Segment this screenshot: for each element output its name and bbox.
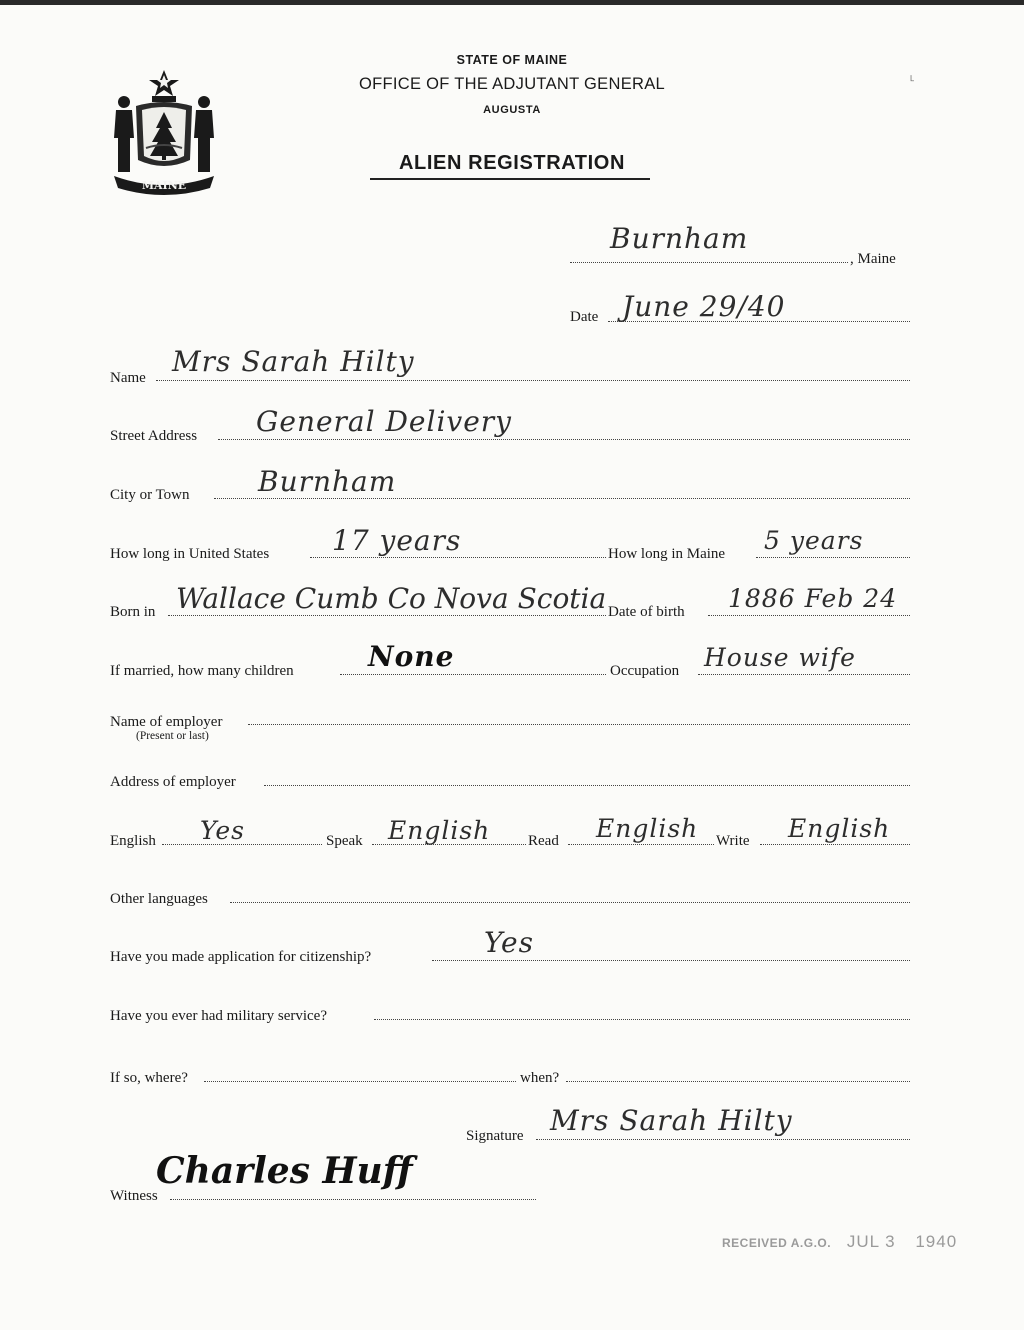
place-value: Burnham <box>610 222 749 255</box>
english-value: Yes <box>200 816 245 845</box>
received-stamp <box>722 1232 957 1252</box>
stamp-year: 1940 <box>915 1232 958 1251</box>
how-long-us-line <box>310 557 606 558</box>
date-label: Date <box>570 309 599 325</box>
english-label: English <box>110 833 156 849</box>
signature-label: Signature <box>466 1128 524 1144</box>
city-or-town-line <box>214 498 910 499</box>
signature-line <box>536 1139 910 1140</box>
how-long-maine-line <box>756 557 910 558</box>
speak-value: English <box>388 816 491 845</box>
where-label: If so, where? <box>110 1070 188 1086</box>
citizenship-line <box>432 960 910 961</box>
margin-mark: ˪ <box>910 70 915 85</box>
how-long-maine-label: How long in Maine <box>608 546 726 562</box>
name-label: Name <box>110 370 146 386</box>
header-state: STATE OF MAINE <box>456 53 568 67</box>
name-value: Mrs Sarah Hilty <box>172 345 415 378</box>
place-suffix: , Maine <box>850 251 896 267</box>
read-line <box>568 844 714 845</box>
read-value: English <box>596 814 699 843</box>
how-long-us-label: How long in United States <box>110 546 270 562</box>
name-line <box>156 380 910 381</box>
when-label: when? <box>520 1070 560 1086</box>
form-title: ALIEN REGISTRATION <box>399 152 625 174</box>
place-line <box>570 262 848 263</box>
employer-name-sublabel: (Present or last) <box>136 730 209 742</box>
employer-address-line <box>264 785 910 786</box>
other-languages-line <box>230 902 910 903</box>
scan-edge <box>0 0 1024 5</box>
citizenship-value: Yes <box>484 926 534 959</box>
occupation-line <box>698 674 910 675</box>
city-or-town-label: City or Town <box>110 487 190 503</box>
read-label: Read <box>528 833 559 849</box>
speak-label: Speak <box>326 833 363 849</box>
where-line <box>204 1081 516 1082</box>
write-value: English <box>788 814 891 843</box>
title-underline <box>370 178 650 180</box>
witness-line <box>170 1199 536 1200</box>
witness-label: Witness <box>110 1188 158 1204</box>
occupation-value: House wife <box>704 643 856 672</box>
street-address-value: General Delivery <box>256 405 512 438</box>
stamp-date: JUL 3 <box>846 1232 896 1251</box>
seal-motto-text: MAINE <box>141 179 187 192</box>
children-value: None <box>368 640 455 673</box>
employer-address-label: Address of employer <box>110 774 236 790</box>
born-in-value: Wallace Cumb Co Nova Scotia <box>176 582 607 615</box>
signature-value: Mrs Sarah Hilty <box>550 1104 793 1137</box>
date-of-birth-label: Date of birth <box>608 604 685 620</box>
date-value: June 29/40 <box>622 290 786 323</box>
date-of-birth-value: 1886 Feb 24 <box>728 584 898 613</box>
military-line <box>374 1019 910 1020</box>
citizenship-label: Have you made application for citizenship? <box>110 949 372 965</box>
children-line <box>340 674 606 675</box>
street-address-line <box>218 439 910 440</box>
children-label: If married, how many children <box>110 663 294 679</box>
write-line <box>760 844 910 845</box>
city-or-town-value: Burnham <box>258 465 397 498</box>
write-label: Write <box>716 833 750 849</box>
witness-value: Charles Huff <box>156 1150 413 1192</box>
other-languages-label: Other languages <box>110 891 208 907</box>
how-long-us-value: 17 years <box>332 524 462 557</box>
how-long-maine-value: 5 years <box>764 526 864 555</box>
date-of-birth-line <box>708 615 910 616</box>
born-in-label: Born in <box>110 604 156 620</box>
employer-name-line <box>248 724 910 725</box>
born-in-line <box>168 615 606 616</box>
street-address-label: Street Address <box>110 428 198 444</box>
employer-name-label: Name of employer <box>110 714 223 730</box>
header-office: OFFICE OF THE ADJUTANT GENERAL <box>358 75 666 93</box>
header-city: AUGUSTA <box>483 104 541 116</box>
stamp-received: RECEIVED A.G.O. <box>722 1236 832 1250</box>
military-label: Have you ever had military service? <box>110 1008 327 1024</box>
occupation-label: Occupation <box>610 663 680 679</box>
when-line <box>566 1081 910 1082</box>
